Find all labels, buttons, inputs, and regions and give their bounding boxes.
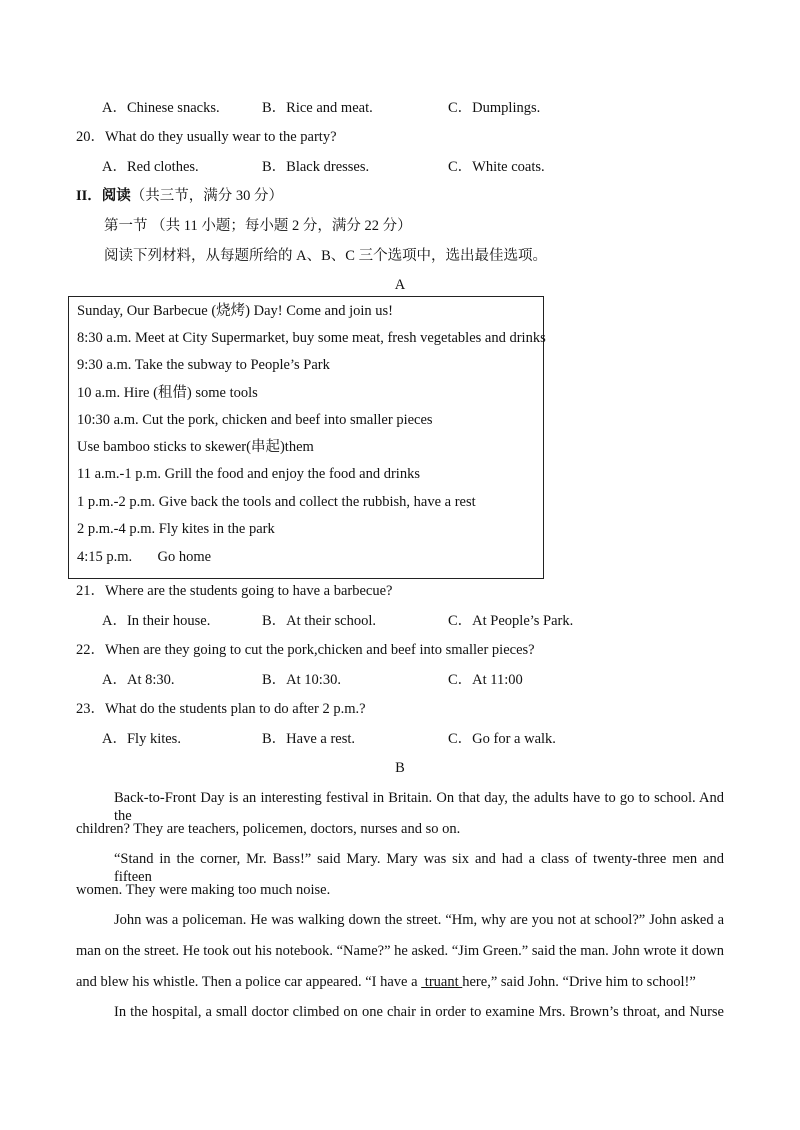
q19-option-b: B．Rice and meat.: [262, 100, 373, 116]
q21-option-b: B．At their school.: [262, 613, 376, 629]
q22-option-c: C．At 11:00: [448, 672, 523, 688]
q22-option-b: B．At 10:30.: [262, 672, 341, 688]
q20-stem: 20．What do they usually wear to the party?: [76, 129, 337, 145]
schedule-line: 8:30 a.m. Meet at City Supermarket, buy some meat, fresh vegetables and drinks: [77, 330, 546, 346]
q21-option-a: A．In their house.: [102, 613, 211, 629]
q19-option-c: C．Dumplings.: [448, 100, 541, 116]
passage-b-p3-line3: [76, 973, 696, 991]
schedule-line: 10:30 a.m. Cut the pork, chicken and beef into smaller pieces: [77, 412, 433, 428]
q23-option-b: B．Have a rest.: [262, 731, 356, 747]
p3-line3-before: and blew his whistle. Then a police car appeared. “I have a: [76, 974, 422, 990]
section-title-note: （共三节，满分 30 分）: [130, 188, 284, 204]
q20-option-c: C．White coats.: [448, 159, 545, 175]
q21-stem: 21．Where are the students going to have a barbecue?: [76, 583, 393, 599]
passage-a-label: A: [394, 277, 406, 293]
passage-b-p2-line2: women. They were making too much noise.: [76, 882, 331, 898]
truant-underlined-word: truant: [421, 974, 463, 990]
reading-instruction: 阅读下列材料，从每题所给的 A、B、C 三个选项中，选出最佳选项。: [104, 248, 548, 264]
schedule-line: 9:30 a.m. Take the subway to People’s Park: [77, 357, 330, 373]
schedule-line: 2 p.m.-4 p.m. Fly kites in the park: [77, 521, 275, 537]
passage-b-p1-line1: Back-to-Front Day is an interesting festival in Britain. On that day, the adults have to go to school. And the: [114, 790, 724, 824]
q22-option-a: A．At 8:30.: [102, 672, 175, 688]
schedule-line: Sunday, Our Barbecue (烧烤) Day! Come and join us!: [77, 303, 393, 319]
passage-b-label: B: [395, 760, 405, 776]
schedule-line: 10 a.m. Hire (租借) some tools: [77, 385, 258, 401]
section-title: II．阅读: [76, 188, 131, 204]
q20-option-a: A．Red clothes.: [102, 159, 199, 175]
passage-b-p2-line1: “Stand in the corner, Mr. Bass!” said Mary. Mary was six and had a class of twenty-three men and fifteen: [114, 851, 724, 885]
passage-b-p3-line1: John was a policeman. He was walking down the street. “Hm, why are you not at school?” John asked a: [114, 912, 724, 928]
schedule-line: 1 p.m.-2 p.m. Give back the tools and collect the rubbish, have a rest: [77, 494, 476, 510]
q23-stem: 23．What do the students plan to do after 2 p.m.?: [76, 701, 366, 717]
schedule-line: 11 a.m.-1 p.m. Grill the food and enjoy the food and drinks: [77, 466, 420, 482]
q20-option-b: B．Black dresses.: [262, 159, 370, 175]
passage-b-p3-line2: man on the street. He took out his notebook. “Name?” he asked. “Jim Green.” said the man. John wrote it down: [76, 943, 724, 959]
q19-option-a: A．Chinese snacks.: [102, 100, 220, 116]
part1-heading: 第一节 （共 11 小题；每小题 2 分，满分 22 分）: [104, 218, 412, 234]
q22-stem: 22．When are they going to cut the pork,chicken and beef into smaller pieces?: [76, 642, 535, 658]
q23-option-a: A．Fly kites.: [102, 731, 181, 747]
schedule-line: Use bamboo sticks to skewer(串起)them: [77, 439, 314, 455]
passage-b-p4-line1: In the hospital, a small doctor climbed on one chair in order to examine Mrs. Brown’s throat, and Nurse: [114, 1004, 724, 1020]
passage-b-p1-line2: children? They are teachers, policemen, doctors, nurses and so on.: [76, 821, 461, 837]
schedule-line: 4:15 p.m. Go home: [77, 549, 212, 565]
q23-option-c: C．Go for a walk.: [448, 731, 556, 747]
section-heading: [76, 187, 283, 205]
q21-option-c: C．At People’s Park.: [448, 613, 574, 629]
p3-line3-after: here,” said John. “Drive him to school!”: [462, 974, 696, 990]
